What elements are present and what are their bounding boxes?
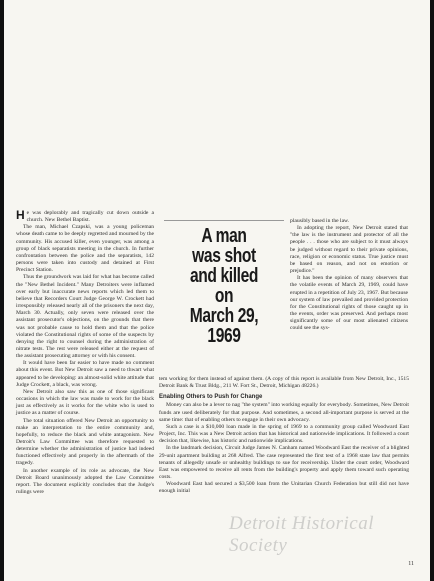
pullquote-line: A man	[201, 225, 247, 247]
paragraph: New Detroit also saw this as one of those significant occasions in which the law was made to work for the black just as effectively as it works for the white who is used to justice as a matter of course.	[16, 388, 154, 417]
right-column-bottom	[159, 376, 409, 496]
pullquote-line: March 29,	[189, 305, 259, 327]
paragraph: The total situation offered New Detroit an opportunity to make an interpretation to the entire community and, hopefully, to reduce the black and white antagonism. New Detroit's Law Committee was therefore requested to determine whether the administration of justice had indeed functioned effectively and properly in the aftermath of the tragedy.	[16, 417, 154, 467]
pullquote	[177, 226, 271, 346]
drop-cap: H	[16, 208, 25, 222]
pullquote-line: and killed	[189, 265, 259, 287]
pullquote-line: 1969	[207, 325, 241, 347]
document-page	[4, 0, 430, 581]
pullquote-line: on	[214, 285, 234, 307]
section-heading: Enabling Others to Push for Change	[159, 394, 263, 401]
pullquote-rule	[164, 220, 284, 221]
paragraph: Such a case is a $10,000 loan made in the spring of 1969 to a community group called Woodward East Project, Inc. This was a New Detroit action that has historical and nationwide implications. It followed a court decision that, likewise, has historic and nationwide implications.	[159, 423, 409, 445]
right-column-top	[290, 218, 408, 333]
paragraph: The man, Michael Czapski, was a young policeman whose death came to be deeply regretted and mourned by the community. His accused killer, even younger, was among a group of black separatists meeting in the church. In further confrontation between the police and the separatists, 142 persons were taken into custody and detained at First Precinct Station.	[16, 224, 154, 274]
paragraph: Money can also be a lever to nag "the system" into working equally for everybody. Sometimes, New Detroit funds are used deliberately for that purpose. And sometimes, a second all-important purpose is served at the same time: that of enabling others to engage in their own advocacy.	[159, 402, 409, 423]
page-number: 11	[408, 561, 414, 567]
paragraph: In adopting the report, New Detroit stated that "the law is the instrument and protector of all the people . . . those who are subject to it must always be judged without regard to their private opinions, race, religion or economic status. True justice must be based on reason, and not on emotion or prejudice."	[290, 225, 408, 275]
watermark: Detroit Historical Society	[229, 513, 374, 556]
paragraph: In another example of its role as advocate, the New Detroit Board unanimously adopted the Law Committee report. The document explicitly concludes that the Judge's rulings were	[16, 467, 154, 496]
paragraph: In the landmark decision, Circuit Judge James N. Canham named Woodward East the receiver of a blighted 29-unit apartment building at 268 Alfred. The case represented the first test of a 1968 state law that permits tenants of allegedly unsafe or unhealthy buildings to sue for receivership. Under the court order, Woodward East was empowered to receive all rents from the building's property and apply them toward such operating costs.	[159, 445, 409, 481]
paragraph: It would have been far easier to have made no comment about this event. But New Detroit saw a need to thwart what appeared to be developing: an almost-solid white attitude that Judge Crockett, a black, was wrong.	[16, 360, 154, 388]
paragraph: Thus the groundwork was laid for what has become called the "New Bethel Incident." Many Detroiters were inflamed over early but inaccurate news reports which led them to believe that Recorders Court Judge George W. Crockett had irresponsibly released nearly all of the prisoners the next day, March 30. Actually, only seven were released over the assistant prosecutor's objections, on the grounds that there was not probable cause to hold them and that the police violated the Constitutional rights of some of the suspects by denying the right to counsel during the administration of nitrate tests. The rest were released either at the request of the assistant prosecuting attorney or with his consent.	[16, 274, 154, 360]
paragraph: It has been the opinion of many observers that the volatile events of March 29, 1969, could have erupted in a repetition of July 23, 1967. But because our system of law prevailed and provided protection for the Constitutional rights of those caught up in the events, order was preserved. And perhaps most significantly some of our most alienated citizens could see the sys-	[290, 275, 408, 332]
paragraph	[16, 210, 154, 224]
paragraph: plausibly based in the law.	[290, 218, 350, 224]
paragraph: tem working for them instead of against them. (A copy of this report is available from New Detroit, Inc., 1515 Detroit Bank & Trust Bldg., 211 W. Fort St., Detroit, Michigan 48226.)	[159, 376, 409, 390]
pullquote-line: was shot	[192, 245, 256, 267]
paragraph-text: e was deplorably and tragically cut down outside a church. New Bethel Baptist.	[26, 210, 154, 224]
left-column	[16, 210, 154, 496]
paragraph: Woodward East had secured a $3,500 loan from the Unitarian Church Federation but still did not have enough initial	[159, 481, 409, 495]
